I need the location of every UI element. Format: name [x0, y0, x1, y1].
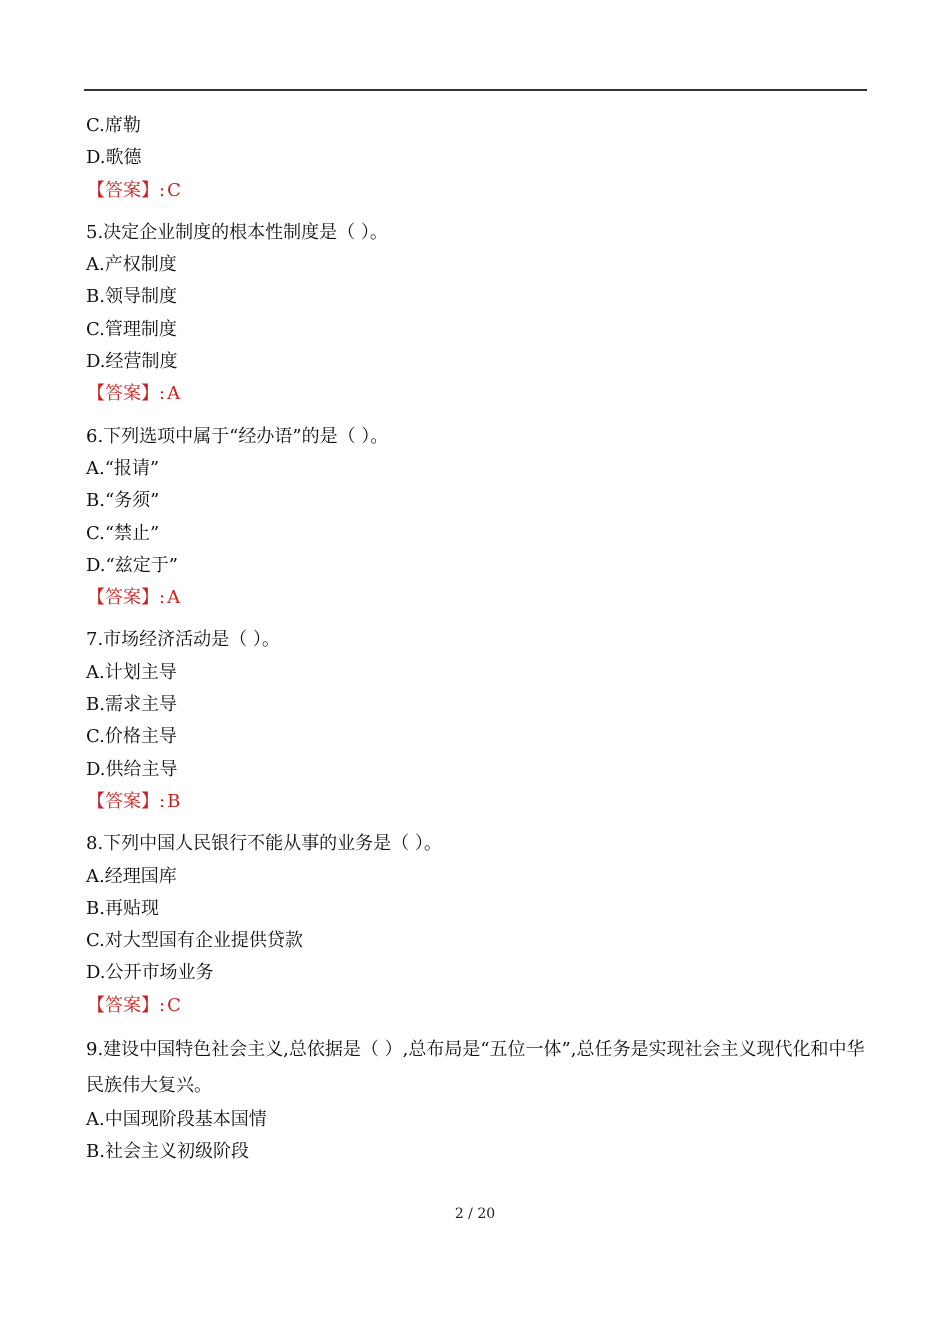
question-5-option-a: A.产权制度: [86, 254, 177, 276]
answer-label: 【答案】:: [87, 790, 166, 812]
question-8-option-a: A.经理国库: [86, 865, 177, 887]
question-6-option-d: D.“兹定于”: [86, 554, 178, 576]
answer-4: [86, 175, 866, 207]
answer-label: 【答案】:: [87, 179, 166, 201]
answer-value: C: [167, 994, 181, 1016]
answer-value: A: [167, 383, 181, 405]
question-5: 5.决定企业制度的根本性制度是（ ）。: [86, 221, 388, 243]
question-7-option-b: B.需求主导: [86, 694, 177, 716]
answer-label: 【答案】:: [87, 383, 166, 405]
answer-value: A: [167, 587, 181, 609]
question-8: 8.下列中国人民银行不能从事的业务是（ ）。: [86, 833, 442, 855]
answer-6: [86, 582, 866, 614]
answer-5: [86, 378, 866, 410]
question-5-option-d: D.经营制度: [86, 351, 178, 373]
question-8-option-c: C.对大型国有企业提供贷款: [86, 930, 303, 952]
option-c-xile: C.席勒: [86, 115, 141, 136]
question-9: 9.建设中国特色社会主义,总依据是（ ）,总布局是“五位一体”,总任务是实现社会主义现代化和中华民族伟大复兴。: [86, 1039, 865, 1097]
question-6: 6.下列选项中属于“经办语”的是（ ）。: [86, 425, 389, 447]
answer-value: B: [167, 790, 181, 812]
question-8-option-d: D.公开市场业务: [86, 962, 214, 984]
question-7-option-d: D.供给主导: [86, 758, 178, 780]
question-6-option-a: A.“报请”: [86, 457, 160, 479]
question-7: 7.市场经济活动是（ ）。: [86, 629, 280, 651]
answer-7: [86, 786, 866, 818]
question-9-option-a: A.中国现阶段基本国情: [86, 1109, 267, 1131]
answer-8: [86, 990, 866, 1022]
page-number: 2 / 20: [454, 1206, 496, 1222]
question-7-option-c: C.价格主导: [86, 726, 177, 748]
question-6-option-b: B.“务须”: [86, 490, 160, 512]
answer-label: 【答案】:: [87, 587, 166, 609]
question-6-option-c: C.“禁止”: [86, 522, 160, 544]
question-9-option-b: B.社会主义初级阶段: [86, 1141, 249, 1163]
answer-value: C: [167, 179, 181, 201]
option-d-gede: D.歌德: [86, 147, 142, 169]
question-5-option-b: B.领导制度: [86, 286, 177, 308]
question-7-option-a: A.计划主导: [86, 661, 177, 683]
document-body: [86, 110, 866, 1169]
question-5-option-c: C.管理制度: [86, 318, 177, 340]
header-rule: [84, 89, 867, 91]
question-8-option-b: B.再贴现: [86, 897, 159, 919]
answer-label: 【答案】:: [87, 994, 166, 1016]
